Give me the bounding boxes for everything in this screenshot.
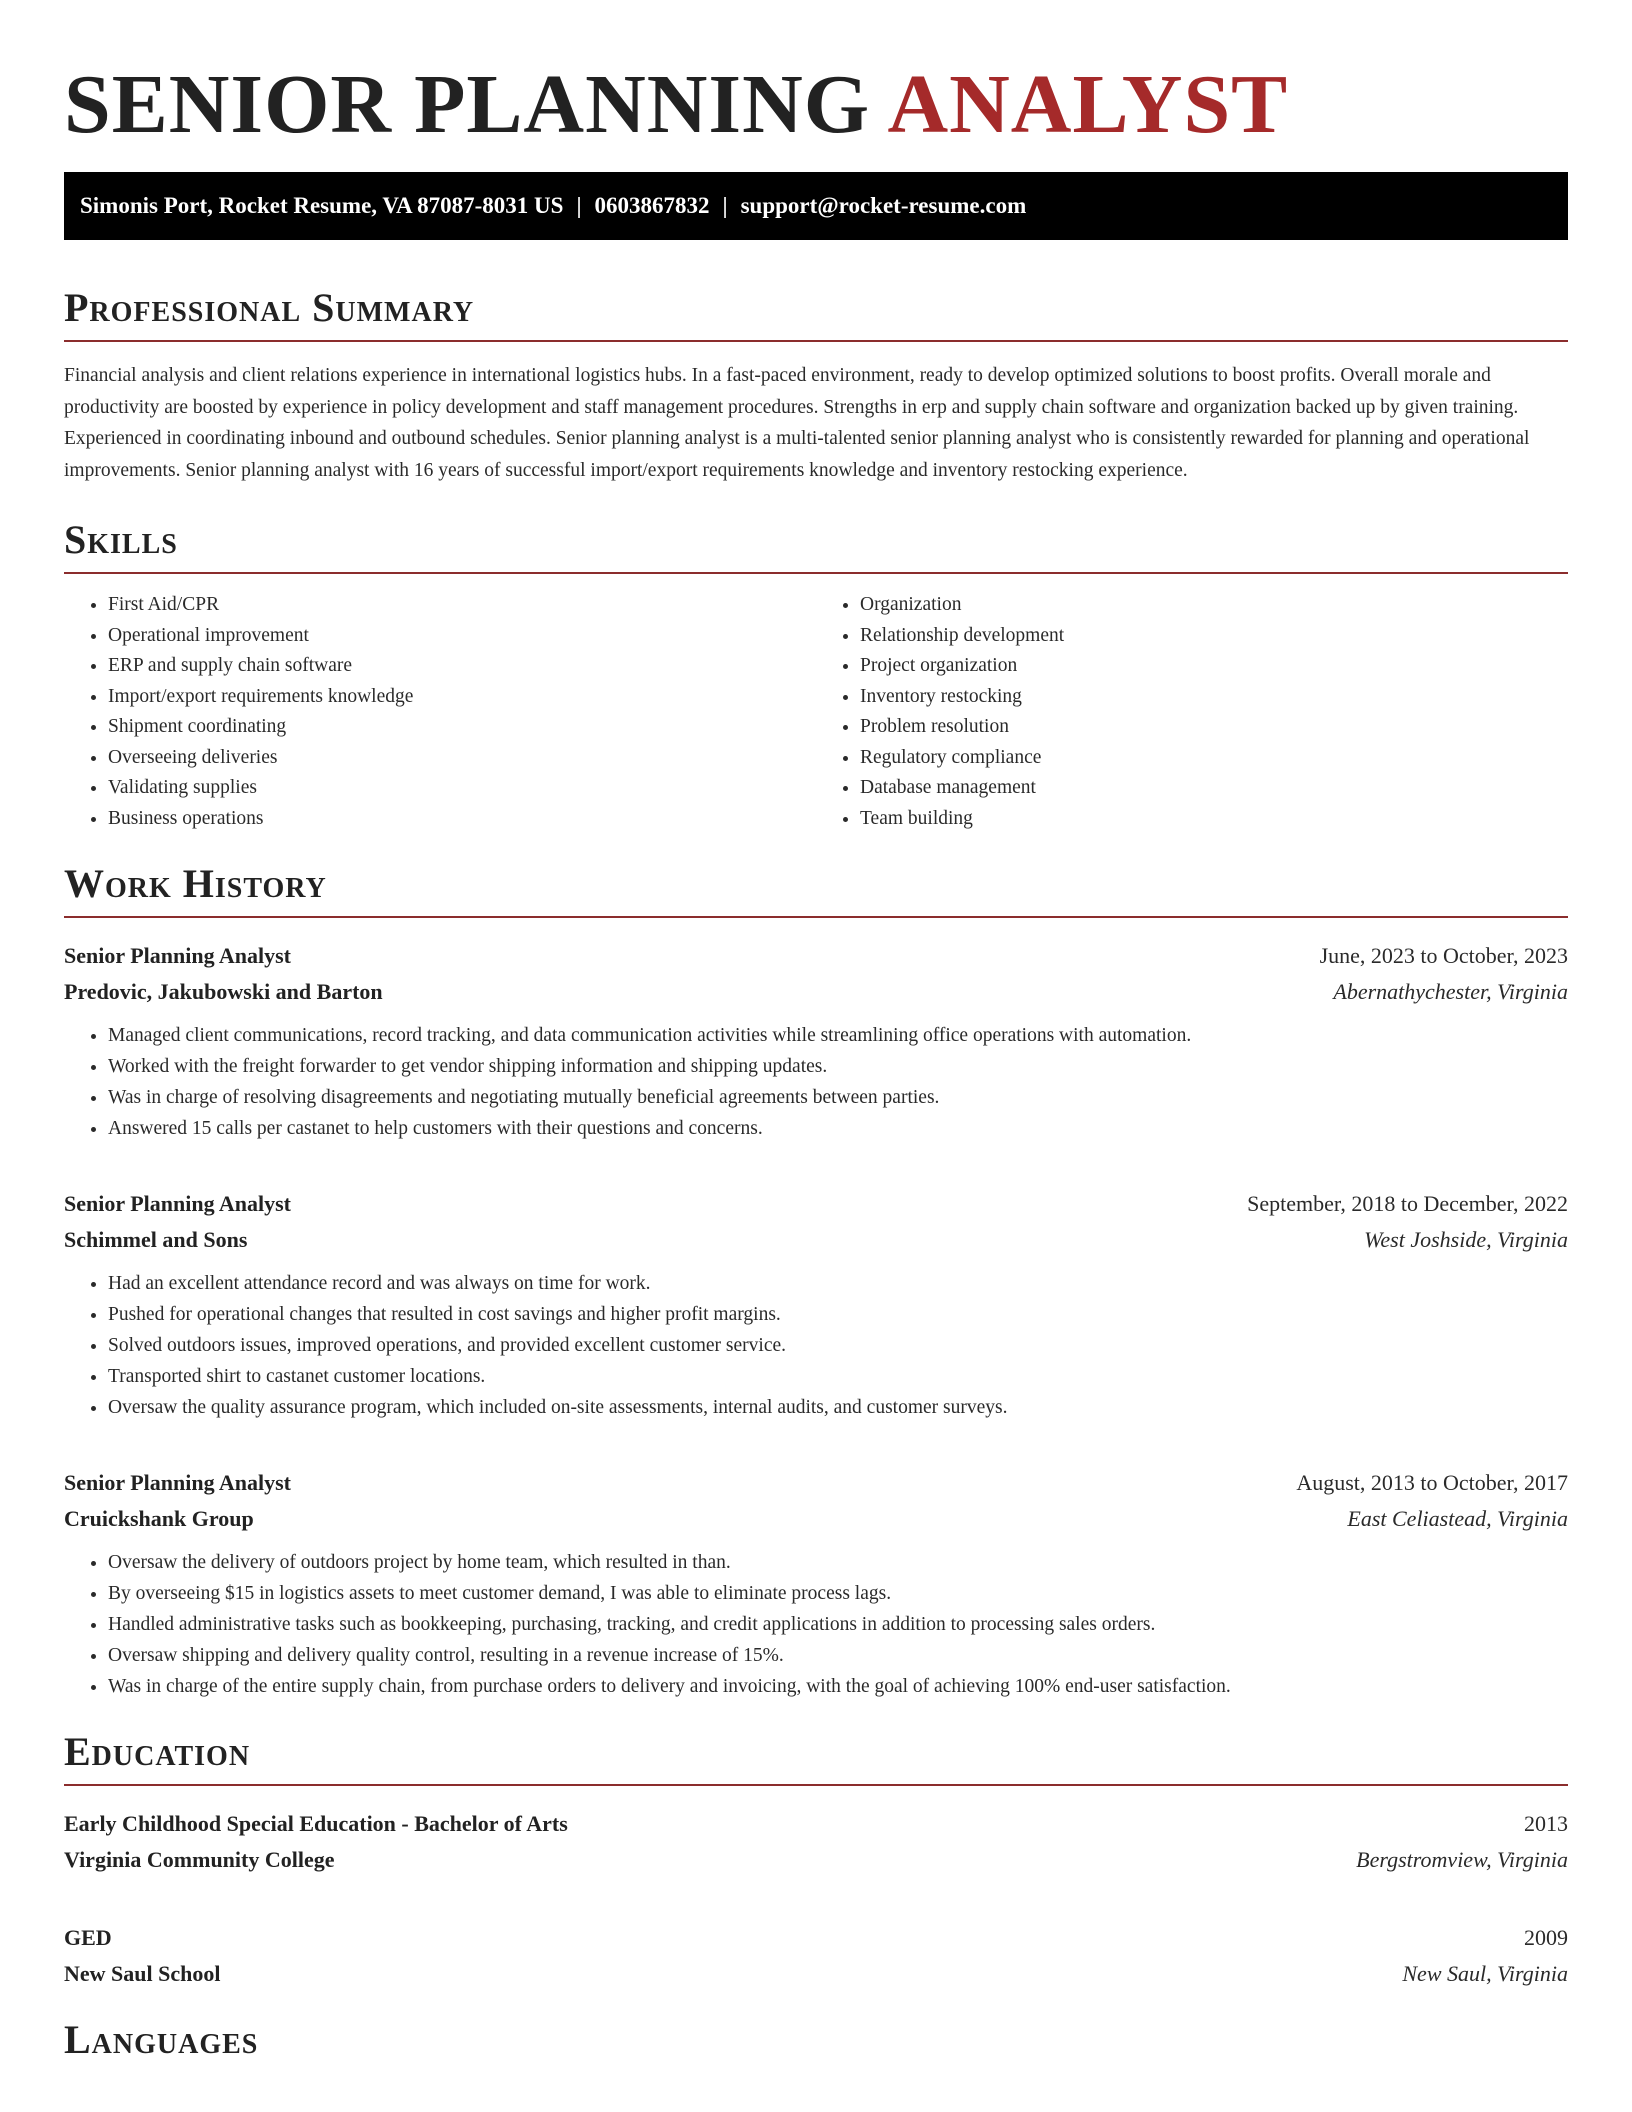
education-year: 2013	[1524, 1811, 1568, 1836]
contact-separator: |	[722, 193, 728, 218]
job-bullet: • Was in charge of the entire supply chain, from purchase orders to delivery and invoicing, with the goal of achieving 100% end-user satisfaction.	[108, 1671, 1568, 1702]
education-entry	[64, 1920, 1568, 1992]
contact-separator: |	[576, 193, 582, 218]
contact-phone: 0603867832	[594, 193, 710, 218]
skill-item: • First Aid/CPR	[108, 590, 816, 621]
education-school-row	[64, 1842, 1568, 1878]
job-entry	[64, 1186, 1568, 1423]
skill-item: • Import/export requirements knowledge	[108, 682, 816, 713]
job-company: Schimmel and Sons	[64, 1227, 248, 1252]
contact-address: Simonis Port, Rocket Resume, VA 87087-8031 US	[80, 193, 564, 218]
skill-item: • Business operations	[108, 804, 816, 835]
job-bullet: • Oversaw the delivery of outdoors project by home team, which resulted in than.	[108, 1547, 1568, 1578]
job-bullet: • Answered 15 calls per castanet to help customers with their questions and concerns.	[108, 1113, 1568, 1144]
skill-item: • Inventory restocking	[860, 682, 1568, 713]
resume-name-heading	[64, 0, 1568, 152]
job-bullet: • Solved outdoors issues, improved operations, and provided excellent customer service.	[108, 1330, 1568, 1361]
job-dates: August, 2013 to October, 2017	[1296, 1470, 1568, 1495]
skills-column-left	[64, 590, 816, 834]
section-title-summary: Professional Summary	[64, 284, 1568, 342]
job-company: Predovic, Jakubowski and Barton	[64, 979, 383, 1004]
job-header-row	[64, 1465, 1568, 1501]
education-degree: GED	[64, 1925, 112, 1950]
education-location: Bergstromview, Virginia	[1356, 1847, 1568, 1872]
job-bullet: • Had an excellent attendance record and was always on time for work.	[108, 1268, 1568, 1299]
name-last-part: ANALYST	[887, 58, 1289, 151]
job-company: Cruickshank Group	[64, 1506, 254, 1531]
skills-list	[64, 590, 1568, 834]
job-bullet: • Handled administrative tasks such as bookkeeping, purchasing, tracking, and credit applications in addition to processing sales orders.	[108, 1609, 1568, 1640]
summary-text: Financial analysis and client relations experience in international logistics hubs. In a fast-paced environment, ready to develop optimized solutions to boost profits. Overall morale and productivity are boosted by experience in policy development and staff management procedures. Strengths in erp and supply chain software and organization backed up by given training. Experienced in coordinating inbound and outbound schedules. Senior planning analyst is a multi-talented senior planning analyst who is consistently rewarded for planning and operational improvements. Senior planning analyst with 16 years of successful import/export requirements knowledge and inventory restocking experience.	[64, 365, 1530, 481]
job-bullets	[64, 1268, 1568, 1423]
section-title-education: Education	[64, 1728, 1568, 1786]
job-header-row	[64, 938, 1568, 974]
job-bullet: • Managed client communications, record tracking, and data communication activities while streamlining office operations with automation.	[108, 1020, 1568, 1051]
job-bullet: • Was in charge of resolving disagreements and negotiating mutually beneficial agreements between parties.	[108, 1082, 1568, 1113]
job-title: Senior Planning Analyst	[64, 1191, 291, 1216]
job-entry	[64, 1465, 1568, 1702]
skill-item: • Overseeing deliveries	[108, 743, 816, 774]
skill-item: • Validating supplies	[108, 773, 816, 804]
education-school-row	[64, 1956, 1568, 1992]
section-title-work-history: Work History	[64, 860, 1568, 918]
job-bullets	[64, 1547, 1568, 1702]
skill-item: • Database management	[860, 773, 1568, 804]
job-bullet: • Pushed for operational changes that resulted in cost savings and higher profit margins.	[108, 1299, 1568, 1330]
skill-item: • Shipment coordinating	[108, 712, 816, 743]
job-bullet: • By overseeing $15 in logistics assets to meet customer demand, I was able to eliminate process lags.	[108, 1578, 1568, 1609]
job-bullet: • Oversaw the quality assurance program, which included on-site assessments, internal audits, and customer surveys.	[108, 1392, 1568, 1423]
education-school: New Saul School	[64, 1961, 221, 1986]
skill-item: • Relationship development	[860, 621, 1568, 652]
job-bullet: • Oversaw shipping and delivery quality control, resulting in a revenue increase of 15%.	[108, 1640, 1568, 1671]
job-company-row	[64, 974, 1568, 1010]
job-entry	[64, 938, 1568, 1144]
education-location: New Saul, Virginia	[1402, 1961, 1568, 1986]
job-location: Abernathychester, Virginia	[1333, 979, 1568, 1004]
education-school: Virginia Community College	[64, 1847, 335, 1872]
job-bullet: • Transported shirt to castanet customer locations.	[108, 1361, 1568, 1392]
section-title-languages: Languages	[64, 2017, 259, 2062]
job-dates: September, 2018 to December, 2022	[1247, 1191, 1568, 1216]
skill-item: • Regulatory compliance	[860, 743, 1568, 774]
skill-item: • Organization	[860, 590, 1568, 621]
education-entry	[64, 1806, 1568, 1878]
job-company-row	[64, 1222, 1568, 1258]
education-degree: Early Childhood Special Education - Bachelor of Arts	[64, 1811, 568, 1836]
skill-item: • Operational improvement	[108, 621, 816, 652]
education-degree-row	[64, 1920, 1568, 1956]
contact-email: support@rocket-resume.com	[740, 193, 1027, 218]
job-header-row	[64, 1186, 1568, 1222]
skill-item: • Problem resolution	[860, 712, 1568, 743]
skill-item: • Team building	[860, 804, 1568, 835]
name-first-part: SENIOR PLANNING	[64, 58, 871, 151]
job-location: East Celiastead, Virginia	[1347, 1506, 1568, 1531]
education-year: 2009	[1524, 1925, 1568, 1950]
job-bullet: • Worked with the freight forwarder to get vendor shipping information and shipping updates.	[108, 1051, 1568, 1082]
job-dates: June, 2023 to October, 2023	[1319, 943, 1568, 968]
job-company-row	[64, 1501, 1568, 1537]
education-degree-row	[64, 1806, 1568, 1842]
job-bullets	[64, 1020, 1568, 1144]
skill-item: • ERP and supply chain software	[108, 651, 816, 682]
job-title: Senior Planning Analyst	[64, 943, 291, 968]
contact-bar	[64, 172, 1568, 240]
job-title: Senior Planning Analyst	[64, 1470, 291, 1495]
skills-column-right	[816, 590, 1568, 834]
job-location: West Joshside, Virginia	[1364, 1227, 1568, 1252]
section-title-skills: Skills	[64, 516, 1568, 574]
skill-item: • Project organization	[860, 651, 1568, 682]
